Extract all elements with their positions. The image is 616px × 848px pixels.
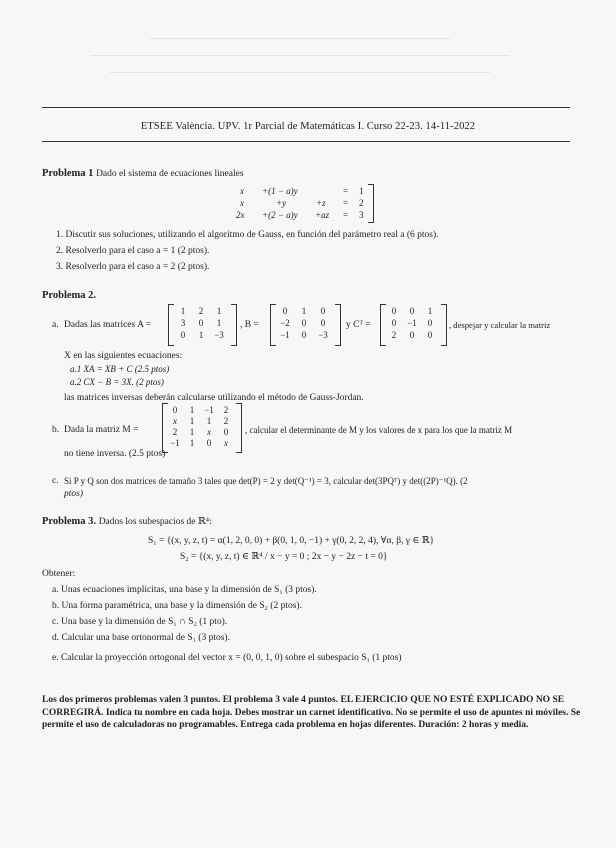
matrix-C-cell: 0 — [391, 306, 397, 316]
matrix-C-cell: 2 — [391, 330, 397, 340]
matrix-M-cell: 0 — [223, 427, 229, 437]
matrix-M-cell: 2 — [223, 416, 229, 426]
problem2-b-text-before: Dada la matriz M = — [64, 425, 139, 435]
matrix-A-cell: 1 — [198, 330, 204, 340]
matrix-M-cell: 1 — [189, 438, 195, 448]
problem2-c-line1: Si P y Q son dos matrices de tamaño 3 tales que det(P) = 2 y det(Q⁻¹) = 3, calcular det(3PQᵀ) y det((2P)⁻¹Q). (2 — [64, 476, 468, 486]
matrix-C-cell: 0 — [409, 330, 415, 340]
matrix-C-right-bracket — [441, 304, 447, 346]
matrix-M-cell: x — [224, 438, 228, 448]
problem3-item-a-num: a. — [52, 585, 59, 595]
matrix-C-cell: 0 — [391, 318, 397, 328]
system-row-1-eq: = — [343, 186, 349, 196]
matrix-A-cell: 0 — [198, 318, 204, 328]
problem3-item-b-num: b. — [52, 601, 60, 611]
problem1-item-3 — [56, 262, 209, 272]
matrix-M-cell: x — [173, 416, 177, 426]
system-row-3-c2: +(2 − a)y — [262, 210, 298, 220]
problem3-title: Problema 3. — [42, 516, 97, 527]
header-top-rule — [42, 107, 570, 108]
problem1-item-1-num: 1. — [56, 230, 64, 240]
matrix-B-cell: 0 — [320, 318, 326, 328]
problem3-item-a-text: Unas ecuaciones implícitas, una base y la dimensión de S₁ (3 ptos). — [60, 585, 317, 595]
system-row-2-eq: = — [343, 198, 349, 208]
system-row-3-eq: = — [343, 210, 349, 220]
matrix-M-right-bracket — [236, 403, 242, 453]
matrix-M-cell: 1 — [189, 405, 195, 415]
system-row-3-c1: 2x — [236, 210, 245, 220]
problem3-item-d-text: Calcular una base ortonormal de S₁ (3 ptos). — [61, 633, 230, 643]
problem3-item-b-text: Una forma paramétrica, una base y la dimensión de S₂ (2 ptos). — [61, 601, 302, 611]
matrix-M-cell: −1 — [170, 438, 180, 448]
system-right-brace — [368, 184, 374, 223]
problem2-b-label: b. — [52, 425, 60, 435]
matrix-M-cell: 2 — [223, 405, 229, 415]
matrix-M-cell: x — [207, 427, 211, 437]
problem3-subspace-S1: S₁ = {(x, y, z, t) = α(1, 2, 0, 0) + β(0, 1, 0, −1) + γ(0, 2, 2, 4), ∀α, β, γ ∈ ℝ} — [148, 536, 435, 546]
matrix-A-cell: 2 — [198, 306, 204, 316]
matrix-M-cell: 1 — [189, 427, 195, 437]
problem3-item-e — [52, 653, 402, 663]
problem1-item-1-text: Discutir sus soluciones, utilizando el algoritmo de Gauss, en función del parámetro real a (6 ptos). — [65, 230, 439, 240]
exam-footer-instructions: Los dos primeros problemas valen 3 puntos. El problema 3 vale 4 puntos. EL EJERCICIO QUE NO ESTÉ EXPLICADO NO SE CORREGIRÁ. Indica tu nombre en cada hoja. Debes mostrar un carnet identificativo. No se permite el uso de apuntes ni móviles. Se permite el uso de calculadoras no programables. Entrega cada problema en hojas diferentes. Duración: 2 horas y media. — [42, 695, 581, 730]
bleed-through-line — [90, 55, 510, 56]
matrix-M-cell: 0 — [206, 438, 212, 448]
problem3-item-a — [52, 585, 317, 595]
problem3-item-e-num: e. — [52, 653, 59, 663]
problem3-item-c-num: c. — [52, 617, 59, 627]
problem2-a-text-C: y Cᵀ = — [346, 320, 371, 330]
problem2-a-eq-1: a.1 XA = XB + C (2.5 ptos) — [70, 364, 170, 374]
matrix-A-cell: −3 — [214, 330, 224, 340]
problem3-item-e-text: Calcular la proyección ortogonal del vector x = (0, 0, 1, 0) sobre el subespacio S₁ (1 ptos) — [60, 653, 402, 663]
matrix-A-right-bracket — [231, 304, 237, 346]
matrix-B-right-bracket — [335, 304, 341, 346]
problem1-item-1 — [56, 230, 439, 240]
system-row-2-c2: +y — [276, 198, 287, 208]
problem2-title: Problema 2. — [42, 290, 97, 301]
problem2-a-label: a. — [52, 320, 59, 330]
matrix-B-cell: 1 — [301, 306, 307, 316]
problem3-heading — [42, 516, 212, 527]
bleed-through-line — [110, 72, 490, 73]
matrix-C-cell: 0 — [427, 318, 433, 328]
problem2-c-label: c. — [52, 476, 59, 486]
problem3-obtain: Obtener: — [42, 569, 76, 579]
problem1-item-3-text: Resolverlo para el caso a = 2 (2 ptos). — [65, 262, 210, 272]
matrix-A-cell: 0 — [180, 330, 186, 340]
header-bottom-rule — [42, 141, 570, 142]
problem2-b-text-after: , calcular el determinante de M y los valores de x para los que la matriz M — [245, 425, 513, 435]
problem1-item-2-text: Resolverlo para el caso a = 1 (2 ptos). — [65, 246, 210, 256]
problem2-b-line2: no tiene inversa. (2.5 ptos) — [64, 449, 166, 459]
problem3-item-d — [52, 633, 230, 643]
problem3-item-d-num: d. — [52, 633, 60, 643]
system-row-2-c3: +z — [316, 198, 326, 208]
matrix-M-cell: 0 — [172, 405, 178, 415]
problem1-item-3-num: 3. — [56, 262, 64, 272]
system-row-3-c3: +az — [315, 210, 330, 220]
problem1-heading — [42, 168, 244, 179]
matrix-M-cell: −1 — [204, 405, 214, 415]
matrix-A-cell: 1 — [180, 306, 186, 316]
matrix-B-cell: 0 — [301, 330, 307, 340]
matrix-B-cell: 0 — [320, 306, 326, 316]
matrix-A-cell: 1 — [216, 306, 222, 316]
matrix-C-cell: 0 — [427, 330, 433, 340]
system-row-3-rhs: 3 — [359, 210, 364, 220]
problem2-a-eq-2: a.2 CX − B = 3X. (2 ptos) — [70, 377, 164, 387]
matrix-A-cell: 3 — [180, 318, 186, 328]
matrix-A-cell: 1 — [216, 318, 222, 328]
system-row-2-c1: x — [240, 198, 244, 208]
system-row-1-c2: +(1 − a)y — [262, 186, 298, 196]
problem2-c-line2: ptos) — [64, 489, 83, 499]
problem2-a-text-after: , despejar y calcular la matriz — [449, 320, 551, 330]
matrix-C-cell: 1 — [427, 306, 433, 316]
problem1-item-2-num: 2. — [56, 246, 64, 256]
problem3-item-b — [52, 601, 302, 611]
system-row-1-c1: x — [240, 186, 244, 196]
problem2-a-note: las matrices inversas deberán calcularse utilizando el método de Gauss-Jordan. — [64, 393, 364, 403]
matrix-B-left-bracket — [270, 304, 276, 346]
problem3-intro: Dados los subespacios de ℝ⁴: — [98, 517, 212, 527]
problem3-subspace-S2: S₂ = {(x, y, z, t) ∈ ℝ⁴ / x − y = 0 ; 2x − y − 2z − t = 0} — [180, 552, 388, 562]
exam-header-title: ETSEE València. UPV. 1r Parcial de Matemáticas I. Curso 22-23. 14-11-2022 — [140, 121, 476, 132]
problem3-item-c-text: Una base y la dimensión de S₁ ∩ S₂ (1 pto). — [60, 617, 228, 627]
matrix-B-cell: −2 — [280, 318, 290, 328]
problem1-item-2 — [56, 246, 209, 256]
matrix-B-cell: −1 — [280, 330, 290, 340]
matrix-M-cell: 1 — [189, 416, 195, 426]
problem2-a-text-before: Dadas las matrices A = — [64, 320, 152, 330]
system-row-2-rhs: 2 — [359, 198, 364, 208]
matrix-M-cell: 2 — [172, 427, 178, 437]
matrix-C-cell: −1 — [407, 318, 417, 328]
problem2-a-text-B: , B = — [240, 320, 259, 330]
bleed-through-line — [150, 38, 450, 39]
problem3-item-c — [52, 617, 227, 627]
problem1-intro: Dado el sistema de ecuaciones lineales — [96, 169, 244, 179]
matrix-B-cell: 0 — [301, 318, 307, 328]
matrix-B-cell: 0 — [282, 306, 288, 316]
matrix-M-cell: 1 — [206, 416, 212, 426]
matrix-C-cell: 0 — [409, 306, 415, 316]
system-row-1-rhs: 1 — [359, 186, 364, 196]
matrix-B-cell: −3 — [318, 330, 328, 340]
matrix-A-left-bracket — [168, 304, 174, 346]
problem2-a-line2: X en las siguientes ecuaciones: — [64, 351, 183, 361]
matrix-C-left-bracket — [380, 304, 386, 346]
problem1-title: Problema 1 — [42, 168, 94, 179]
